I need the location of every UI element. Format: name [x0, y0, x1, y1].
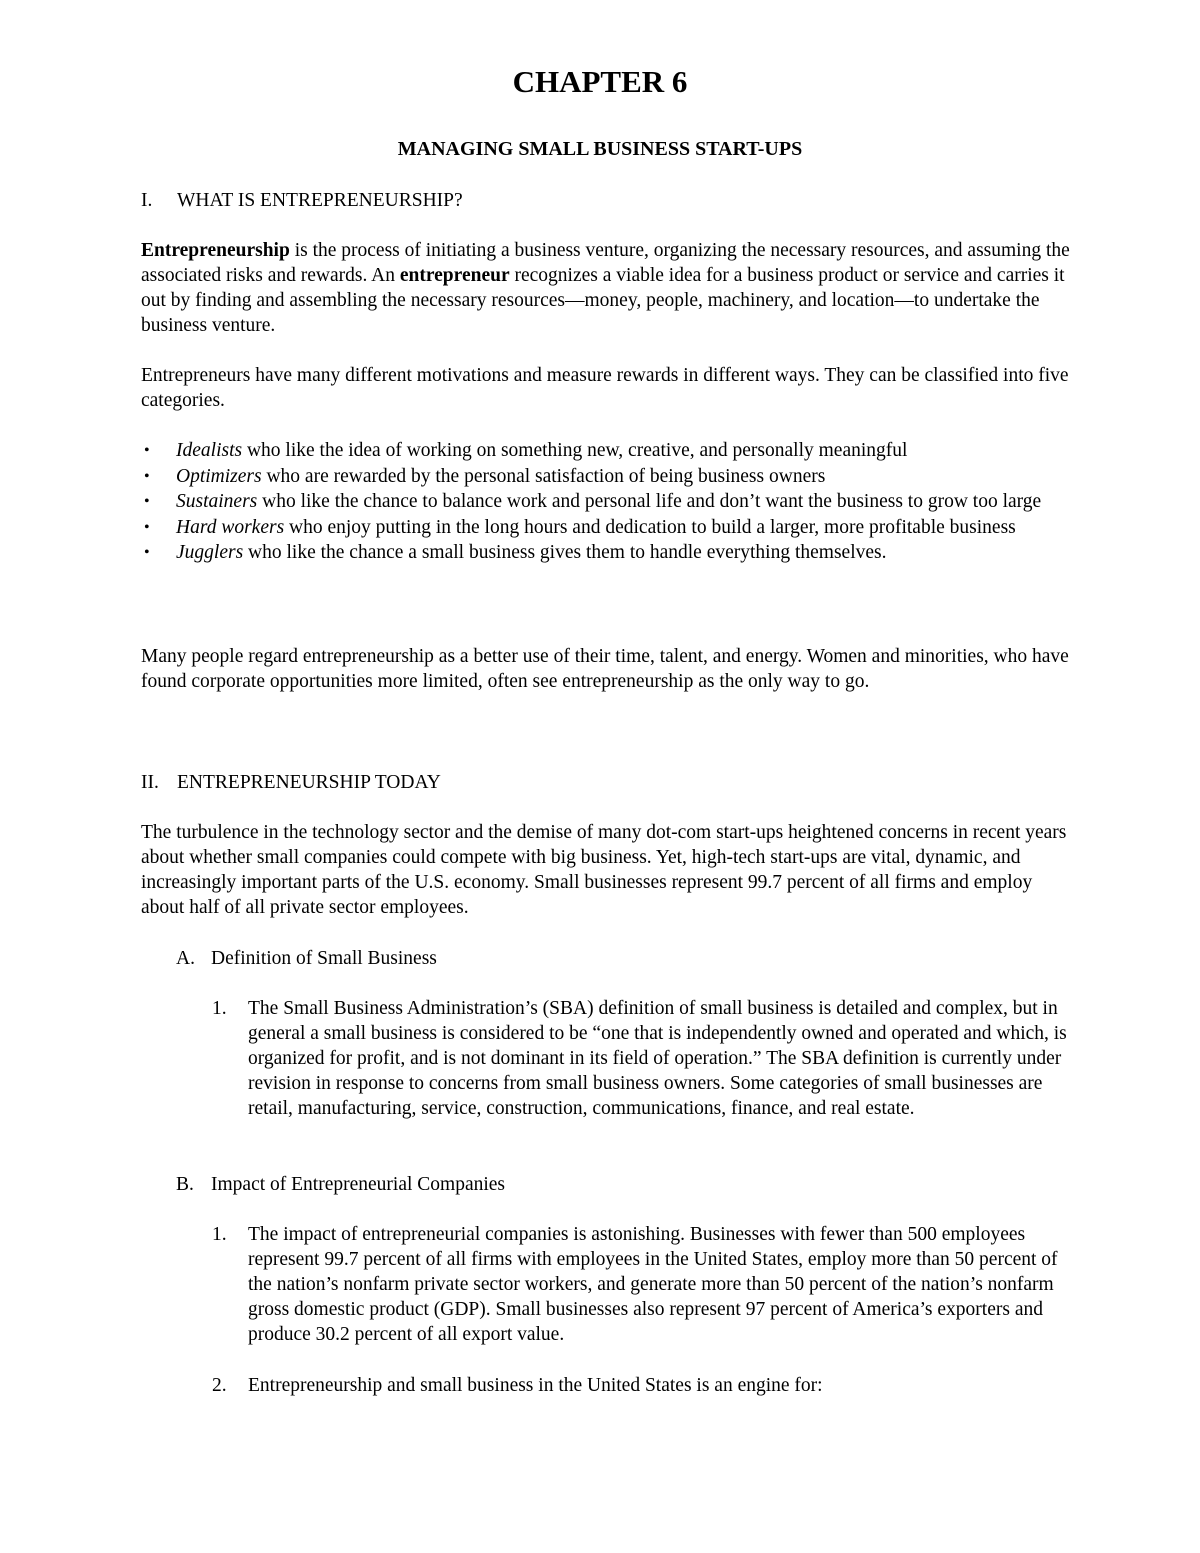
subsection-a-letter: A.	[176, 948, 195, 969]
list-item	[141, 540, 1071, 566]
list-item-term: Optimizers	[176, 465, 262, 487]
item-number: 2.	[212, 1375, 227, 1396]
numbered-item	[212, 1373, 1072, 1398]
chapter-subtitle: MANAGING SMALL BUSINESS START-UPS	[397, 138, 803, 160]
list-item	[141, 489, 1071, 515]
list-item	[141, 515, 1071, 541]
entrepreneur-categories-list	[141, 438, 1071, 566]
item-number: 1.	[212, 998, 227, 1019]
term-entrepreneur: entrepreneur	[399, 265, 510, 286]
bullet-icon: •	[144, 544, 150, 561]
subsection-b-letter: B.	[176, 1174, 194, 1195]
section-1-paragraph-1	[141, 238, 1071, 338]
section-1-title: WHAT IS ENTREPRENEURSHIP?	[177, 190, 463, 211]
list-item-term: Jugglers	[176, 542, 244, 563]
numbered-item	[212, 1222, 1072, 1347]
paragraph-text: recognizes a viable idea for a business product or service and carries it out by finding and assembling the necessary resources—money, people, machinery, and location—to undertake the business venture.	[141, 265, 1065, 336]
list-item-text: who like the idea of working on something new, creative, and personally meaningful	[242, 440, 908, 461]
subsection-b-title: Impact of Entrepreneurial Companies	[211, 1174, 506, 1195]
list-item	[141, 438, 1071, 464]
section-1-paragraph-2: Entrepreneurs have many different motivations and measure rewards in different ways. They can be classified into five categories.	[141, 365, 1069, 411]
item-number: 1.	[212, 1224, 227, 1245]
list-item	[141, 464, 1071, 490]
bullet-icon: •	[144, 518, 150, 536]
list-item-text: who like the chance a small business gives them to handle everything themselves.	[243, 542, 887, 563]
subsection-a-heading	[176, 946, 437, 971]
paragraph-text: is the process of initiating a business venture, organizing the necessary resources, and assuming the associated risks and rewards. An	[141, 240, 1070, 286]
list-item-text: who like the chance to balance work and personal life and don’t want the business to grow too large	[257, 491, 1042, 512]
bullet-icon: •	[144, 467, 150, 485]
subsection-a-title: Definition of Small Business	[211, 948, 437, 969]
bullet-icon: •	[144, 493, 150, 510]
section-2-number: II.	[141, 772, 159, 793]
section-1-number: I.	[141, 190, 153, 211]
numbered-item	[212, 996, 1072, 1121]
list-item-term: Idealists	[176, 440, 243, 461]
section-1-heading	[141, 188, 463, 213]
term-entrepreneurship: Entrepreneurship	[141, 240, 290, 261]
list-item-text: who are rewarded by the personal satisfaction of being business owners	[261, 465, 826, 487]
section-2-heading	[141, 770, 441, 795]
section-2-title: ENTREPRENEURSHIP TODAY	[177, 772, 441, 793]
item-text: The Small Business Administration’s (SBA) definition of small business is detailed and complex, but in general a small business is considered to be “one that is independently owned and operated and which, is organized for profit, and is not dominant in its field of operation.” The SBA definition is currently under revision in response to concerns from small business owners. Some categories of small businesses are retail, manufacturing, service, construction, communications, finance, and real estate.	[248, 998, 1067, 1119]
list-item-text: who enjoy putting in the long hours and dedication to build a larger, more profitable business	[284, 516, 1016, 538]
bullet-icon: •	[144, 442, 150, 459]
subsection-b-heading	[176, 1172, 505, 1197]
item-text: Entrepreneurship and small business in the United States is an engine for:	[248, 1375, 823, 1396]
chapter-title: CHAPTER 6	[512, 64, 688, 99]
list-item-term: Sustainers	[176, 491, 258, 512]
list-item-term: Hard workers	[176, 516, 285, 538]
item-text: The impact of entrepreneurial companies is astonishing. Businesses with fewer than 500 employees represent 99.7 percent of all firms with employees in the United States, employ more than 50 percent of the nation’s nonfarm private sector workers, and generate more than 50 percent of the nation’s nonfarm gross domestic product (GDP). Small businesses also represent 97 percent of America’s exporters and produce 30.2 percent of all export value.	[248, 1224, 1058, 1345]
section-1-paragraph-3: Many people regard entrepreneurship as a better use of their time, talent, and energy. Women and minorities, who have found corporate opportunities more limited, often see entrepreneurship as the only way to go.	[141, 646, 1069, 692]
section-2-paragraph-1: The turbulence in the technology sector and the demise of many dot-com start-ups heightened concerns in recent years about whether small companies could compete with big business. Yet, high-tech start-ups are vital, dynamic, and increasingly important parts of the U.S. economy. Small businesses represent 99.7 percent of all firms and employ about half of all private sector employees.	[141, 822, 1067, 918]
